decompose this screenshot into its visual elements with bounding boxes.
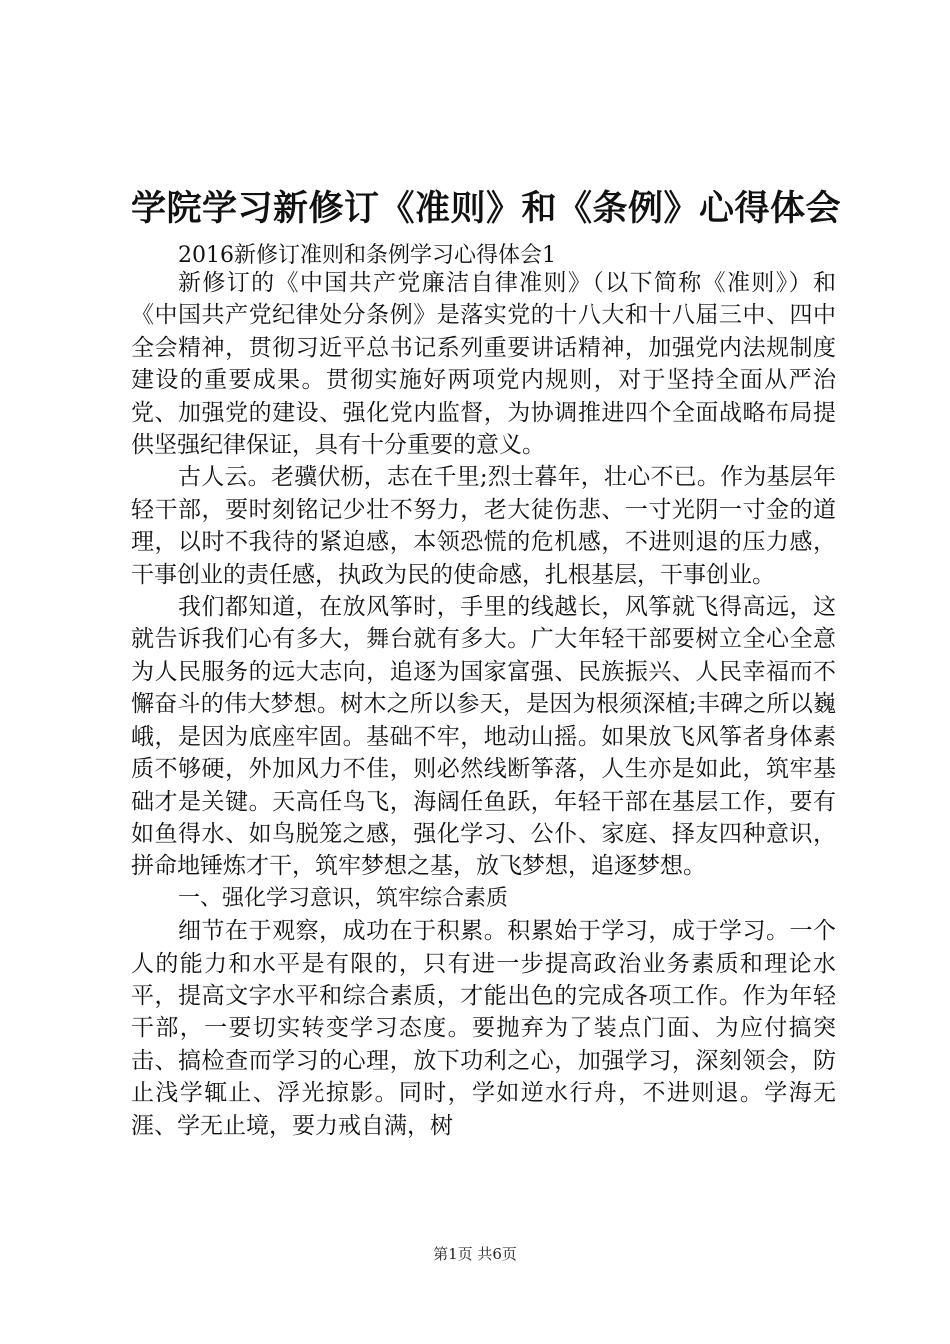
- document-subtitle: 2016新修订准则和条例学习心得体会1: [178, 243, 556, 268]
- document-title: 学院学习新修订《准则》和《条例》心得体会: [131, 188, 842, 229]
- paragraph-2: 古人云。老骥伏枥，志在千里;烈士暮年，壮心不已。作为基层年轻干部，要时刻铭记少壮不努力，老大徒伤悲、一寸光阴一寸金的道理，以时不我待的紧迫感，本领恐慌的危机感，不进则退的压力感，干事创业的责任感，执政为民的使命感，扎根基层，干事创业。: [131, 464, 836, 588]
- paragraph-4: 细节在于观察，成功在于积累。积累始于学习，成于学习。一个人的能力和水平是有限的，只有进一步提高政治业务素质和理论水平，提高文字水平和综合素质，才能出色的完成各项工作。作为年轻干部，一要切实转变学习态度。要抛弃为了装点门面、为应付搞突击、搞检查而学习的心理，放下功利之心，加强学习，深刻领会，防止浅学辄止、浮光掠影。同时，学如逆水行舟，不进则退。学海无涯、学无止境，要力戒自满，树: [131, 918, 836, 1139]
- paragraph-3: 我们都知道，在放风筝时，手里的线越长，风筝就飞得高远，这就告诉我们心有多大，舞台就有多大。广大年轻干部要树立全心全意为人民服务的远大志向，追逐为国家富强、民族振兴、人民幸福而不懈奋斗的伟大梦想。树木之所以参天，是因为根须深植;丰碑之所以巍峨，是因为底座牢固。基础不牢，地动山摇。如果放飞风筝者身体素质不够硬，外加风力不佳，则必然线断筝落，人生亦是如此，筑牢基础才是关键。天高任鸟飞，海阔任鱼跃，年轻干部在基层工作，要有如鱼得水、如鸟脱笼之感，强化学习、公仆、家庭、择友四种意识，拼命地锤炼才干，筑牢梦想之基，放飞梦想，追逐梦想。: [131, 594, 836, 880]
- paragraph-1: 新修订的《中国共产党廉洁自律准则》（以下简称《准则》）和《中国共产党纪律处分条例》是落实党的十八大和十八届三中、四中全会精神，贯彻习近平总书记系列重要讲话精神，加强党内法规制度建设的重要成果。贯彻实施好两项党内规则，对于坚持全面从严治党、加强党的建设、强化党内监督，为协调推进四个全面战略布局提供坚强纪律保证，具有十分重要的意义。: [131, 270, 836, 459]
- section-heading: 一、强化学习意识，筑牢综合素质: [178, 885, 509, 911]
- document-body: [131, 267, 836, 1142]
- page-footer: 第1页 共6页: [433, 1245, 517, 1263]
